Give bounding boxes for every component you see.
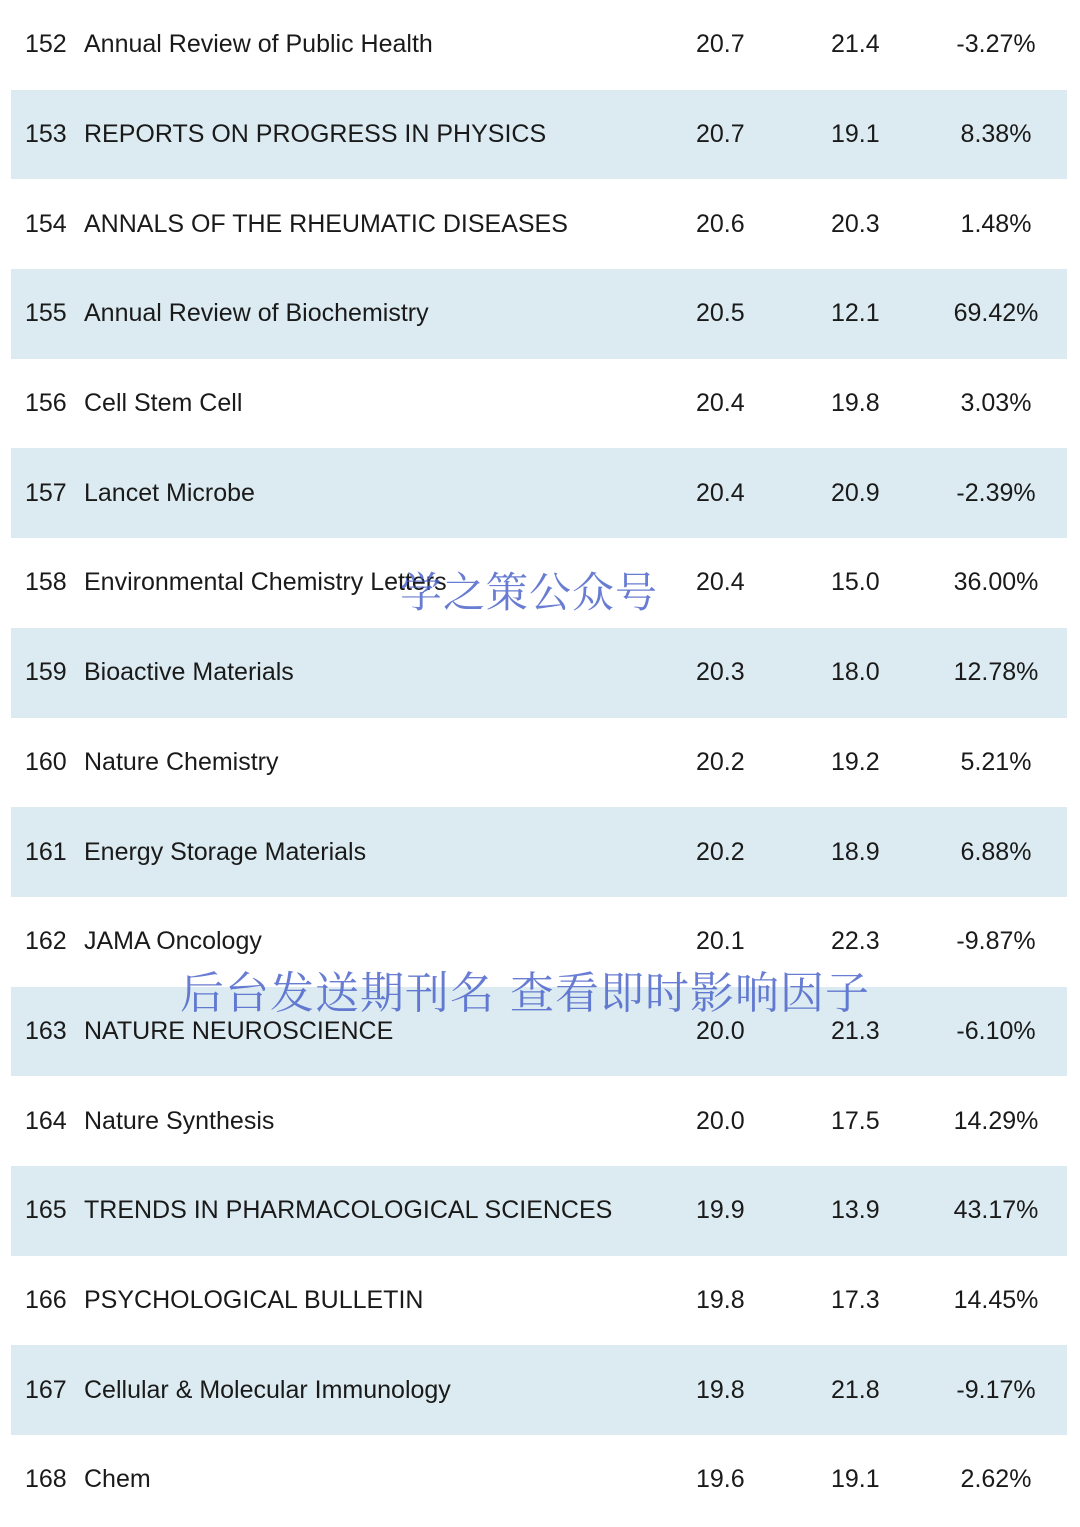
value-1-cell: 20.6 [696,209,745,238]
table-row [11,538,1067,628]
value-1-cell: 20.1 [696,927,745,956]
change-cell: -2.39% [956,478,1036,507]
journal-name-cell: NATURE NEUROSCIENCE [84,1016,394,1045]
value-2-cell: 13.9 [831,1196,880,1225]
rank-cell: 161 [25,837,67,866]
value-2-cell: 21.4 [831,30,880,59]
journal-name-cell: Cellular & Molecular Immunology [84,1375,451,1404]
rank-cell: 163 [25,1016,67,1045]
table-row [11,718,1067,808]
value-2-cell: 19.1 [831,1465,880,1494]
change-cell: 6.88% [960,837,1032,866]
change-cell: 14.29% [953,1106,1039,1135]
journal-name-cell: JAMA Oncology [84,927,262,956]
table-row [11,359,1067,449]
table-row [11,1345,1067,1435]
table-row [11,987,1067,1077]
value-1-cell: 20.3 [696,658,745,687]
value-1-cell: 19.8 [696,1285,745,1314]
rank-cell: 165 [25,1196,67,1225]
value-1-cell: 19.6 [696,1465,745,1494]
value-2-cell: 15.0 [831,568,880,597]
rank-cell: 168 [25,1465,67,1494]
value-1-cell: 19.8 [696,1375,745,1404]
change-cell: -6.10% [956,1016,1036,1045]
journal-name-cell: Energy Storage Materials [84,837,367,866]
value-2-cell: 21.3 [831,1016,880,1045]
table-row [11,90,1067,180]
watermark-hint: 后台发送期刊名 查看即时影响因子 [180,968,870,1019]
journal-name-cell: Annual Review of Biochemistry [84,299,429,328]
rank-cell: 156 [25,389,67,418]
change-cell: 43.17% [953,1196,1039,1225]
value-2-cell: 20.9 [831,478,880,507]
change-cell: 8.38% [960,120,1032,149]
table-row [11,179,1067,269]
value-2-cell: 12.1 [831,299,880,328]
rank-cell: 164 [25,1106,67,1135]
change-cell: -9.87% [956,927,1036,956]
value-1-cell: 20.0 [696,1106,745,1135]
rank-cell: 158 [25,568,67,597]
value-1-cell: 20.5 [696,299,745,328]
journal-name-cell: PSYCHOLOGICAL BULLETIN [84,1285,424,1314]
journal-name-cell: Nature Chemistry [84,747,279,776]
journal-name-cell: Cell Stem Cell [84,389,243,418]
journal-name-cell: Environmental Chemistry Letters [84,568,447,597]
value-1-cell: 19.9 [696,1196,745,1225]
value-2-cell: 17.5 [831,1106,880,1135]
journal-name-cell: Nature Synthesis [84,1106,275,1135]
rank-cell: 162 [25,927,67,956]
value-2-cell: 17.3 [831,1285,880,1314]
value-1-cell: 20.2 [696,747,745,776]
value-1-cell: 20.4 [696,389,745,418]
journal-name-cell: TRENDS IN PHARMACOLOGICAL SCIENCES [84,1196,613,1225]
watermark-account: 学之策公众号 [400,568,659,617]
journal-table [11,0,1067,1525]
value-1-cell: 20.2 [696,837,745,866]
change-cell: 14.45% [953,1285,1039,1314]
journal-name-cell: REPORTS ON PROGRESS IN PHYSICS [84,120,547,149]
table-row [11,628,1067,718]
table-row [11,1076,1067,1166]
value-1-cell: 20.4 [696,478,745,507]
table-row [11,1166,1067,1256]
journal-name-cell: Bioactive Materials [84,658,294,687]
value-2-cell: 19.2 [831,747,880,776]
change-cell: 36.00% [953,568,1039,597]
value-2-cell: 20.3 [831,209,880,238]
change-cell: 69.42% [953,299,1039,328]
table-row [11,0,1067,90]
rank-cell: 152 [25,30,67,59]
value-2-cell: 21.8 [831,1375,880,1404]
value-1-cell: 20.7 [696,120,745,149]
value-1-cell: 20.7 [696,30,745,59]
journal-name-cell: Chem [84,1465,151,1494]
table-row [11,448,1067,538]
change-cell: -3.27% [956,30,1036,59]
change-cell: 2.62% [960,1465,1032,1494]
journal-name-cell: Lancet Microbe [84,478,255,507]
journal-name-cell: ANNALS OF THE RHEUMATIC DISEASES [84,209,568,238]
change-cell: 1.48% [960,209,1032,238]
value-2-cell: 19.8 [831,389,880,418]
value-2-cell: 22.3 [831,927,880,956]
rank-cell: 155 [25,299,67,328]
rank-cell: 160 [25,747,67,776]
value-2-cell: 18.0 [831,658,880,687]
value-2-cell: 18.9 [831,837,880,866]
table-row [11,807,1067,897]
table-row [11,897,1067,987]
change-cell: 5.21% [960,747,1032,776]
rank-cell: 166 [25,1285,67,1314]
value-1-cell: 20.4 [696,568,745,597]
rank-cell: 167 [25,1375,67,1404]
change-cell: -9.17% [956,1375,1036,1404]
value-2-cell: 19.1 [831,120,880,149]
rank-cell: 157 [25,478,67,507]
journal-name-cell: Annual Review of Public Health [84,30,433,59]
rank-cell: 159 [25,658,67,687]
rank-cell: 154 [25,209,67,238]
rank-cell: 153 [25,120,67,149]
value-1-cell: 20.0 [696,1016,745,1045]
table-row [11,1256,1067,1346]
change-cell: 3.03% [960,389,1032,418]
change-cell: 12.78% [953,658,1039,687]
table-row [11,1435,1067,1525]
table-row [11,269,1067,359]
